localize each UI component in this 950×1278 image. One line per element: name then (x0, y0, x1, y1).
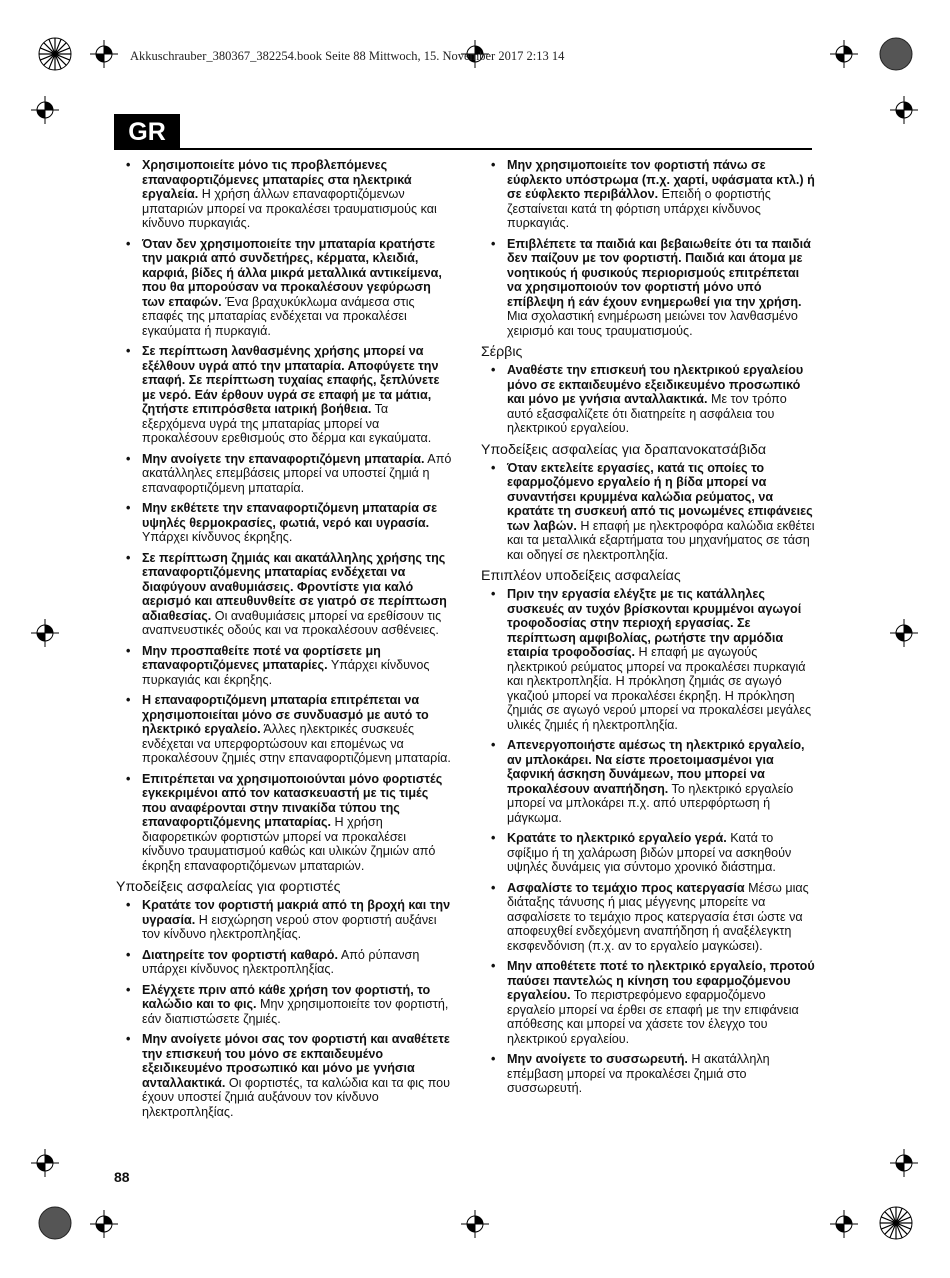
registration-disc-icon (38, 1206, 72, 1240)
print-header: Akkuschrauber_380367_382254.book Seite 88 Mittwoch, 15. November 2017 2:13 14 (130, 49, 565, 63)
header-rule (180, 148, 812, 150)
section-heading-service: Σέρβις (481, 344, 523, 360)
left-column (116, 158, 452, 1125)
charger-safety-list-continued (481, 158, 815, 338)
list-item: • Χρησιμοποιείτε μόνο τις προβλεπόμενες επαναφορτιζόμενες μπαταρίες στα ηλεκτρικά εργαλεία. Η χρήση άλλων επαναφορτιζόμενων μπαταριών μπορεί να προκαλέσει τραυματισμούς και κίνδυνο πυρκαγιάς. (116, 158, 452, 231)
list-item: • Σε περίπτωση λανθασμένης χρήσης μπορεί να εξέλθουν υγρά από την μπαταρία. Αποφύγετε την επαφή. Σε περίπτωση τυχαίας επαφής, ξεπλύνετε με νερό. Εάν έρθουν υγρά σε επαφή με τα μάτια, ζητήστε επιπρόσθετα ιατρική βοήθεια. Τα εξερχόμενα υγρά της μπαταρίας μπορεί να προκαλέσουν ερεθισμούς στο δέρμα και εγκαύματα. (116, 344, 452, 446)
crosshair-icon (461, 1210, 489, 1238)
right-column (481, 158, 815, 1102)
list-item: • Η επαναφορτιζόμενη μπαταρία επιτρέπεται να χρησιμοποιείται μόνο σε συνδυασμό με αυτό το ηλεκτρικό εργαλείο. Άλλες ηλεκτρικές συσκευές ενδέχεται να υπερφορτώσουν και επομένως να προκαλέσουν ζημιές στην επαναφορτιζόμενη μπαταρία. (116, 693, 452, 766)
crosshair-icon (31, 96, 59, 124)
list-item: • Αναθέστε την επισκευή του ηλεκτρικού εργαλείου μόνο σε εκπαιδευμένο εξειδικευμένο προσωπικό και μόνο με γνήσια ανταλλακτικά. Με τον τρόπο αυτό εξασφαλίζετε ότι διατηρείτε η ασφάλεια του ηλεκτρικού εργαλείου. (481, 363, 815, 436)
list-item: • Μην ανοίγετε την επαναφορτιζόμενη μπαταρία. Από ακατάλληλες επεμβάσεις μπορεί να υποστεί ζημιά η επαναφορτιζόμενη μπαταρία. (116, 452, 452, 496)
list-item: • Μην ανοίγετε μόνοι σας τον φορτιστή και αναθέτετε την επισκευή του μόνο σε εκπαιδευμένο εξειδικευμένο προσωπικό και μόνο με γνήσια ανταλλακτικά. Οι φορτιστές, τα καλώδια και τα φις που έχουν υποστεί ζημιά αυξάνουν τον κίνδυνο ηλεκτροπληξίας. (116, 1032, 452, 1119)
crosshair-icon (890, 1149, 918, 1177)
list-item: • Μην χρησιμοποιείτε τον φορτιστή πάνω σε εύφλεκτο υπόστρωμα (π.χ. χαρτί, υφάσματα κτλ.) ή σε εύφλεκτο περιβάλλον. Επειδή ο φορτιστής ζεσταίνεται κατά τη φόρτιση υπάρχει κίνδυνος πυρκαγιάς. (481, 158, 815, 231)
list-item: • Κρατάτε το ηλεκτρικό εργαλείο γερά. Κατά το σφίξιμο ή τη χαλάρωση βιδών μπορεί να ασκηθούν υψηλές δυνάμεις για σύντομο χρονικό διάστημα. (481, 831, 815, 875)
crosshair-icon (31, 619, 59, 647)
list-item: • Πριν την εργασία ελέγξτε με τις κατάλληλες συσκευές αν τυχόν βρίσκονται κρυμμένοι αγωγοί τροφοδοσίας στην περιοχή εργασίας. Σε περίπτωση αμφιβολίας, ρωτήστε την αρμόδια εταιρία τροφοδοσίας. Η επαφή με αγωγούς ηλεκτρικού ρεύματος μπορεί να προκαλέσει πυρκαγιά και ηλεκτροπληξία. Η πρόκληση ζημιάς σε αγωγό γκαζιού μπορεί να προκαλέσει έκρηξη. Η πρόκληση ζημιάς σε αγωγό νερού μπορεί να προκαλέσει μεγάλες υλικές ζημιές ή ηλεκτροπληξία. (481, 587, 815, 732)
registration-disc-icon (879, 37, 913, 71)
list-item: • Ασφαλίστε το τεμάχιο προς κατεργασία Μέσω μιας διάταξης τάνυσης ή μιας μέγγενης μπορείτε να ασφαλίσετε το τεμάχιο προς κατεργασία έτσι ώστε να αποφευχθεί ενδεχόμενη αναπήδηση ή αναξέλεγκτη εκσφενδόνιση (π.χ. αν το εργαλείο μαγκώσει). (481, 881, 815, 954)
service-list (481, 363, 815, 436)
list-item: • Μην ανοίγετε το συσσωρευτή. Η ακατάλληλη επέμβαση μπορεί να προκαλέσει ζημιά στο συσσωρευτή. (481, 1052, 815, 1096)
section-heading-additional: Επιπλέον υποδείξεις ασφαλείας (481, 568, 681, 584)
list-item: • Απενεργοποιήστε αμέσως τη ηλεκτρικό εργαλείο, αν μπλοκάρει. Να είστε προετοιμασμένοι για ξαφνική άσκηση δυνάμεων, που μπορεί να προκαλέσουν αναπήδηση. Το ηλεκτρικό εργαλείο μπορεί να μπλοκάρει π.χ. από υπερφόρτωση ή μάγκωμα. (481, 738, 815, 825)
list-item: • Κρατάτε τον φορτιστή μακριά από τη βροχή και την υγρασία. Η εισχώρηση νερού στον φορτιστή αυξάνει τον κίνδυνο ηλεκτροπληξίας. (116, 898, 452, 942)
charger-safety-list (116, 898, 452, 1119)
additional-safety-list (481, 587, 815, 1096)
language-badge: GR (114, 114, 180, 150)
list-item: • Όταν δεν χρησιμοποιείτε την μπαταρία κρατήστε την μακριά από συνδετήρες, κέρματα, κλειδιά, καρφιά, βίδες ή άλλα μικρά μεταλλικά αντικείμενα, που θα μπορούσαν να προκαλέσουν γεφύρωση των επαφών. Ένα βραχυκύκλωμα ανάμεσα στις επαφές της μπαταρίας ενδέχεται να προκαλέσει εγκαύματα ή πυρκαγιά. (116, 237, 452, 339)
registration-sunburst-icon (879, 1206, 913, 1240)
list-item: • Μην προσπαθείτε ποτέ να φορτίσετε μη επαναφορτιζόμενες μπαταρίες. Υπάρχει κίνδυνος πυρκαγιάς και έκρηξης. (116, 644, 452, 688)
registration-sunburst-icon (38, 37, 72, 71)
list-item: • Επιβλέπετε τα παιδιά και βεβαιωθείτε ότι τα παιδιά δεν παίζουν με τον φορτιστή. Παιδιά και άτομα με νοητικούς ή φυσικούς περιορισμούς επιτρέπεται να χρησιμοποιούν τον φορτιστή μόνο υπό επίβλεψη ή εάν έχουν ενημερωθεί για την χρήση. Μια σχολαστική ενημέρωση μειώνει τον λανθασμένο χειρισμό και τους τραυματισμούς. (481, 237, 815, 339)
list-item: • Διατηρείτε τον φορτιστή καθαρό. Από ρύπανση υπάρχει κίνδυνος ηλεκτροπληξίας. (116, 948, 452, 977)
list-item: • Επιτρέπεται να χρησιμοποιούνται μόνο φορτιστές εγκεκριμένοι από τον κατασκευαστή με τις τιμές που αναφέρονται στην πινακίδα τύπου της επαναφορτιζόμενης μπαταρίας. Η χρήση διαφορετικών φορτιστών μπορεί να προκαλέσει κίνδυνο τραυματισμού καθώς και υλικών ζημιών από έκρηξη επαναφορτιζόμενων μπαταριών. (116, 772, 452, 874)
crosshair-icon (830, 40, 858, 68)
crosshair-icon (90, 40, 118, 68)
section-heading-chargers: Υποδείξεις ασφαλείας για φορτιστές (116, 879, 341, 895)
crosshair-icon (90, 1210, 118, 1238)
crosshair-icon (890, 96, 918, 124)
page-number: 88 (114, 1169, 130, 1185)
battery-safety-list (116, 158, 452, 873)
list-item: • Μην εκθέτετε την επαναφορτιζόμενη μπαταρία σε υψηλές θερμοκρασίες, φωτιά, νερό και υγρασία. Υπάρχει κίνδυνος έκρηξης. (116, 501, 452, 545)
list-item: • Μην αποθέτετε ποτέ το ηλεκτρικό εργαλείο, προτού παύσει παντελώς η κίνηση του εφαρμοζόμενου εργαλείου. Το περιστρεφόμενο εφαρμοζόμενο εργαλείο μπορεί να έρθει σε επαφή με την επιφάνεια απόθεσης και μπορεί να χάσετε τον έλεγχο του ηλεκτρικού εργαλείου. (481, 959, 815, 1046)
drill-safety-list (481, 461, 815, 563)
crosshair-icon (830, 1210, 858, 1238)
list-item: • Σε περίπτωση ζημιάς και ακατάλληλης χρήσης της επαναφορτιζόμενης μπαταρίας ενδέχεται να διαφύγουν αναθυμιάσεις. Φροντίστε για καλό αερισμό και απευθυνθείτε σε γιατρό σε περίπτωση αδιαθεσίας. Οι αναθυμιάσεις μπορεί να ερεθίσουν τις αναπνευστικές οδούς και να προκαλέσουν ασθένειες. (116, 551, 452, 638)
crosshair-icon (890, 619, 918, 647)
list-item: • Ελέγχετε πριν από κάθε χρήση τον φορτιστή, το καλώδιο και το φις. Μην χρησιμοποιείτε τον φορτιστή, εάν διαπιστώσετε ζημιές. (116, 983, 452, 1027)
section-heading-drill: Υποδείξεις ασφαλείας για δραπανοκατσάβιδα (481, 441, 767, 458)
list-item: • Όταν εκτελείτε εργασίες, κατά τις οποίες το εφαρμοζόμενο εργαλείο ή η βίδα μπορεί να συναντήσει κρυμμένα καλώδια ρεύματος, να κρατάτε τη συσκευή από τις μονωμένες επιφάνειες των λαβών. Η επαφή με ηλεκτροφόρα καλώδια εκθέτει και τα μεταλλικά εξαρτήματα του μηχανήματος σε τάση και οδηγεί σε ηλεκτροπληξία. (481, 461, 815, 563)
crosshair-icon (31, 1149, 59, 1177)
